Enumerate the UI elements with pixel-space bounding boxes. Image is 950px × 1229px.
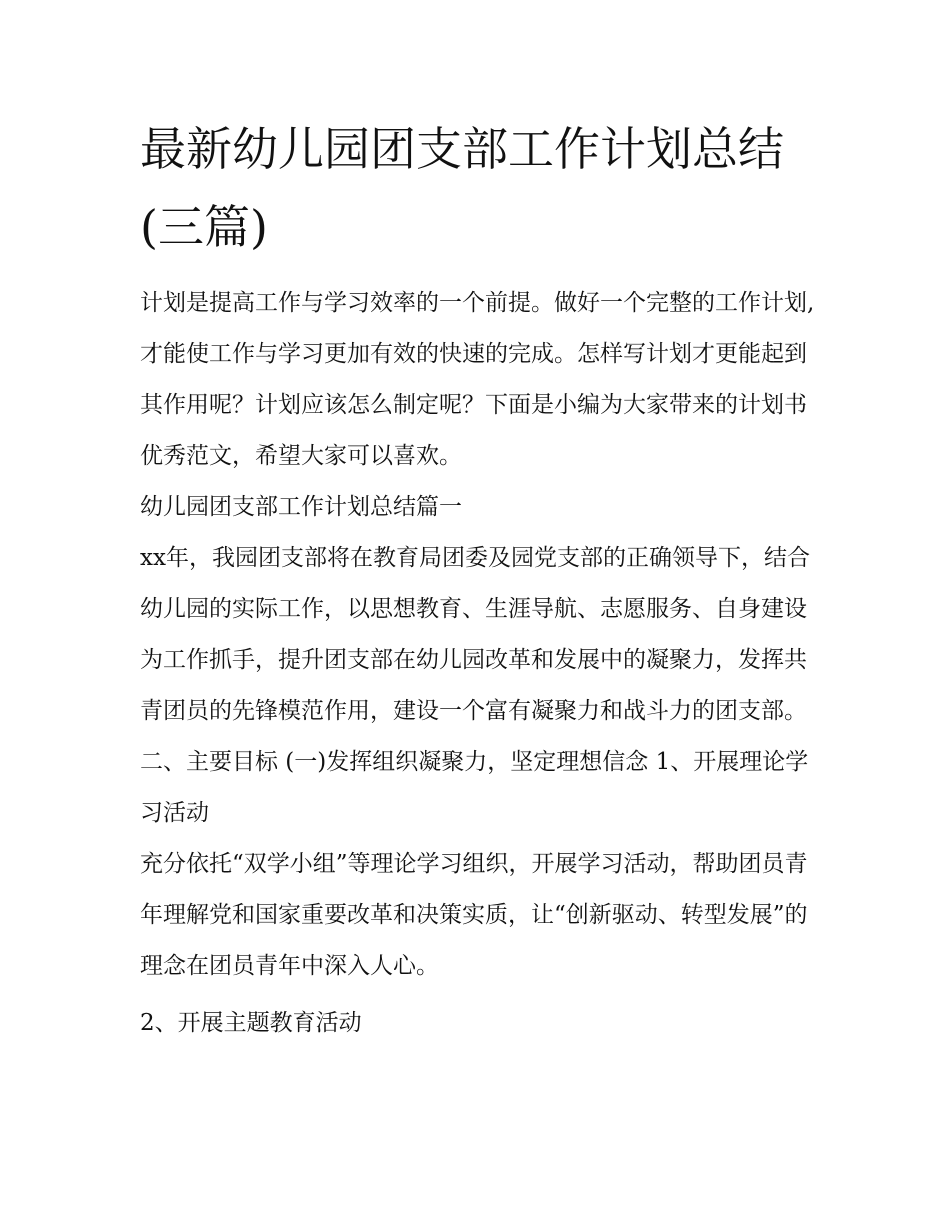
body-paragraph-4: 2、开展主题教育活动 [140,1010,362,1036]
document-title: 最新幼儿园团支部工作计划总结(三篇) [140,122,784,254]
section-heading: 幼儿园团支部工作计划总结篇一 [140,494,462,520]
body-paragraph-3: 充分依托“双学小组”等理论学习组织，开展学习活动，帮助团员青年理解党和国家重要改革和决策实质，让“创新驱动、转型发展”的理念在团员青年中深入人心。 [140,851,808,979]
intro-paragraph: 计划是提高工作与学习效率的一个前提。做好一个完整的工作计划,才能使工作与学习更加有效的快速的完成。怎样写计划才更能起到其作用呢？计划应该怎么制定呢？下面是小编为大家带来的计划书优秀范文，希望大家可以喜欢。 [140,290,815,469]
body-paragraph-1: xx年，我园团支部将在教育局团委及园党支部的正确领导下，结合幼儿园的实际工作，以思想教育、生涯导航、志愿服务、自身建设为工作抓手，提升团支部在幼儿园改革和发展中的凝聚力，发挥共青团员的先锋模范作用，建设一个富有凝聚力和战斗力的团支部。 [140,545,810,724]
document-body [140,110,820,1049]
body-paragraph-2: 二、主要目标 (一)发挥组织凝聚力，坚定理想信念 1、开展理论学习活动 [140,749,809,826]
